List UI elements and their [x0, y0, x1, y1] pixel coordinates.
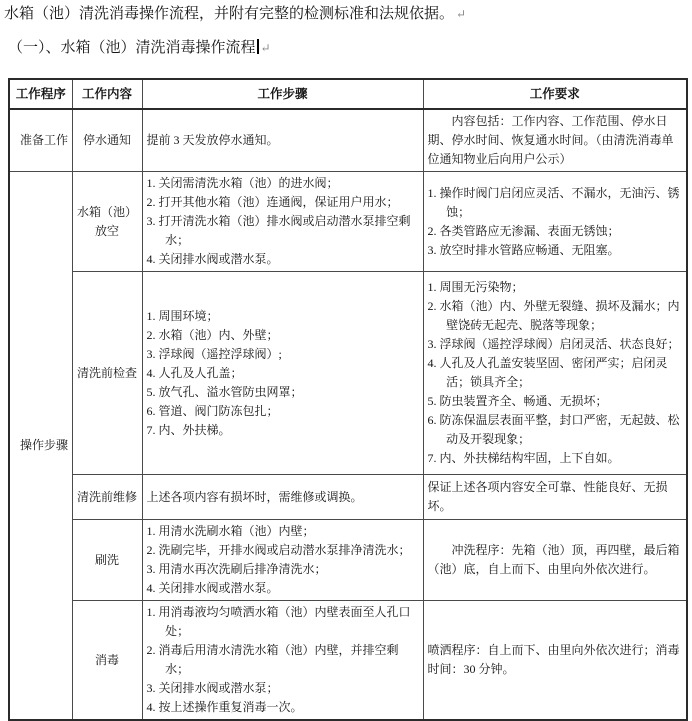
table-row — [9, 520, 687, 601]
cell-requirements — [423, 172, 687, 272]
cell-requirements — [423, 109, 687, 172]
requirement-item: 1. 周围无污染物； — [427, 280, 524, 294]
requirement-item: 3. 浮球阀（遥控浮球阀）启闭灵活、状态良好； — [427, 337, 680, 351]
step-item: 3. 打开清洗水箱（池）排水阀或启动潜水泵排空剩水； — [146, 214, 411, 247]
step-item: 5. 放气孔、溢水管防虫网罩； — [146, 384, 303, 399]
requirement-item: 6. 防冻保温层表面平整，封口严密，无起鼓、松动及开裂现象； — [427, 413, 680, 446]
cell-content: 消毒 — [72, 601, 142, 721]
cell-procedure-operate: 操作步骤 — [9, 172, 72, 721]
requirement-item: 4. 人孔及人孔盖安装坚固、密闭严实；启闭灵活；锁具齐全； — [427, 356, 668, 389]
paragraph-mark-icon: ↵ — [260, 41, 271, 55]
cell-content: 刷洗 — [72, 520, 142, 601]
step-item: 4. 关闭排水阀或潜水泵。 — [146, 581, 279, 595]
step-item: 1. 用消毒液均匀喷洒水箱（池）内壁表面至人孔口处； — [146, 605, 411, 638]
table-row — [9, 601, 687, 721]
header-requirements: 工作要求 — [423, 79, 687, 109]
step-item: 3. 用清水再次洗刷后排净清洗水； — [146, 562, 327, 576]
cell-steps — [142, 272, 423, 475]
paragraph-mark-icon: ↵ — [456, 7, 467, 21]
section-heading-line — [8, 39, 692, 57]
step-item: 4. 人孔及人孔盖； — [146, 365, 243, 380]
cell-steps — [142, 109, 423, 172]
step-text: 上述各项内容有损坏时，需维修或调换。 — [146, 489, 363, 504]
step-item: 3. 关闭排水阀或潜水泵； — [146, 681, 279, 695]
cell-content: 停水通知 — [72, 109, 142, 172]
cell-requirements — [423, 520, 687, 601]
step-item: 2. 洗刷完毕，开排水阀或启动潜水泵排净清洗水； — [146, 543, 411, 557]
section-heading-text: （一）、水箱（池）清洗消毒操作流程 — [8, 40, 256, 56]
cell-requirements — [423, 272, 687, 475]
step-text: 提前 3 天发放停水通知。 — [146, 133, 279, 147]
step-item: 4. 按上述操作重复消毒一次。 — [146, 700, 303, 714]
cell-requirements — [423, 601, 687, 721]
requirement-item: 3. 放空时排水管路应畅通、无阻塞。 — [427, 242, 620, 257]
title-text: 水箱（池）清洗消毒操作流程，并附有完整的检测标准和法规依据。 — [4, 6, 455, 22]
requirement-item: 2. 各类管路应无渗漏、表面无锈蚀； — [427, 223, 620, 238]
header-content: 工作内容 — [72, 79, 142, 109]
requirement-text: 冲洗程序：先箱（池）顶，再四壁，最后箱（池）底，自上而下、由里向外依次进行。 — [427, 543, 680, 576]
table-row — [9, 475, 687, 520]
requirement-text: 内容包括：工作内容、工作范围、停水日期、停水时间、恢复通水时间。（由清洗消毒单位通知物业后向用户公示） — [427, 114, 674, 166]
header-steps: 工作步骤 — [142, 79, 423, 109]
step-item: 1. 用清水洗刷水箱（池）内壁； — [146, 524, 315, 538]
cell-steps — [142, 475, 423, 520]
table-row — [9, 172, 687, 272]
cell-requirements — [423, 475, 687, 520]
step-item: 6. 管道、阀门防冻包扎； — [146, 403, 279, 418]
text-cursor — [257, 39, 259, 54]
cell-content: 清洗前维修 — [72, 475, 142, 520]
requirement-text: 喷洒程序：自上而下、由里向外依次进行；消毒时间：30 分钟。 — [427, 643, 680, 676]
requirement-text: 保证上述各项内容安全可靠、性能良好、无损坏。 — [427, 480, 668, 513]
header-procedure: 工作程序 — [9, 79, 72, 109]
step-item: 3. 浮球阀（遥控浮球阀）; — [146, 346, 282, 361]
document-title-line — [4, 5, 692, 23]
step-item: 2. 打开其他水箱（池）连通阀，保证用户用水； — [146, 195, 399, 209]
step-item: 1. 周围环境； — [146, 308, 219, 323]
cell-procedure-prepare: 准备工作 — [9, 109, 72, 172]
procedure-table — [8, 78, 688, 721]
step-item: 2. 消毒后用清水清洗水箱（池）内壁，并排空剩水； — [146, 643, 399, 676]
table-row — [9, 109, 687, 172]
step-item: 4. 关闭排水阀或潜水泵。 — [146, 252, 279, 266]
table-row — [9, 272, 687, 475]
requirement-item: 7. 内、外扶梯结构牢固，上下自如。 — [427, 451, 620, 465]
table-header-row — [9, 79, 687, 109]
cell-content: 水箱（池）放空 — [72, 172, 142, 272]
requirement-item: 1. 操作时阀门启闭应灵活、不漏水，无油污、锈蚀； — [427, 185, 680, 219]
cell-steps — [142, 520, 423, 601]
requirement-item: 2. 水箱（池）内、外壁无裂缝、损坏及漏水；内壁饶砖无起壳、脱落等现象； — [427, 299, 680, 332]
step-item: 1. 关闭需清洗水箱（池）的进水阀； — [146, 176, 339, 190]
cell-content: 清洗前检查 — [72, 272, 142, 475]
cell-steps — [142, 172, 423, 272]
cell-steps — [142, 601, 423, 721]
requirement-item: 5. 防虫装置齐全、畅通、无损坏； — [427, 394, 608, 408]
step-item: 7. 内、外扶梯。 — [146, 422, 231, 437]
step-item: 2. 水箱（池）内、外壁； — [146, 327, 279, 342]
